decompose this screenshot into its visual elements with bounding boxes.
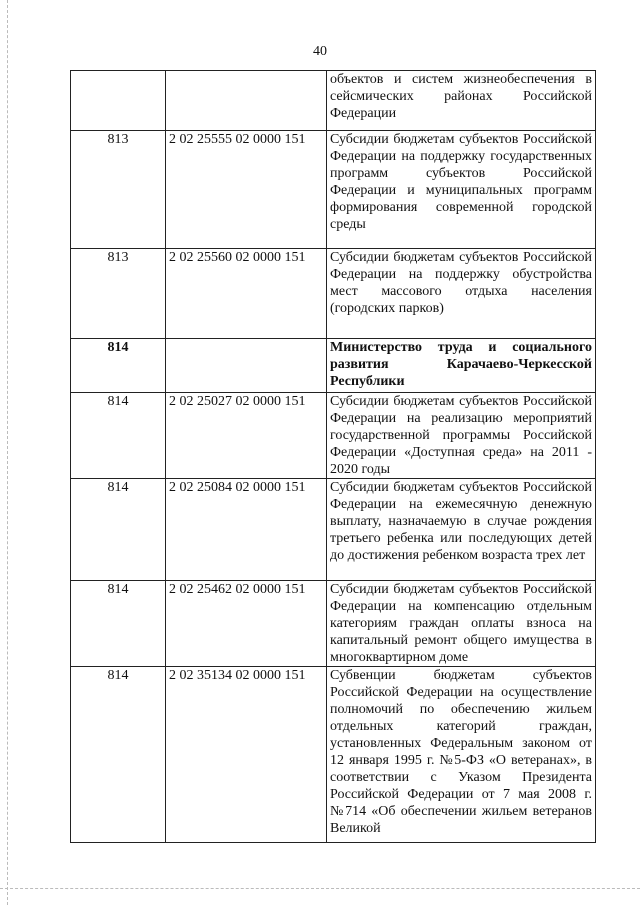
admin-code-cell: 814 — [71, 479, 166, 581]
description-cell: Субсидии бюджетам субъектов Российской Федерации на реализацию мероприятий государственной программы Российской Федерации «Доступная среда» на 2011 - 2020 годы — [327, 393, 596, 479]
revenue-code-cell — [166, 71, 327, 131]
description-cell: объектов и систем жизнеобеспечения в сейсмических районах Российской Федерации — [327, 71, 596, 131]
table-row — [71, 131, 596, 249]
budget-classification-table — [70, 70, 596, 843]
description-cell: Субсидии бюджетам субъектов Российской Федерации на поддержку обустройства мест массового отдыха населения (городских парков) — [327, 249, 596, 339]
description-cell: Субсидии бюджетам субъектов Российской Федерации на поддержку государственных программ субъектов Российской Федерации и муниципальных программ формирования современной городской среды — [327, 131, 596, 249]
admin-code-cell: 813 — [71, 249, 166, 339]
revenue-code-cell: 2 02 25560 02 0000 151 — [166, 249, 327, 339]
page-bottom-edge — [0, 888, 640, 889]
admin-code-cell: 813 — [71, 131, 166, 249]
revenue-code-cell: 2 02 35134 02 0000 151 — [166, 667, 327, 843]
admin-code-cell — [71, 71, 166, 131]
revenue-code-cell: 2 02 25084 02 0000 151 — [166, 479, 327, 581]
admin-code-cell: 814 — [71, 339, 166, 393]
page-number: 40 — [313, 44, 327, 59]
revenue-code-cell: 2 02 25555 02 0000 151 — [166, 131, 327, 249]
admin-code-cell: 814 — [71, 667, 166, 843]
description-cell: Субвенции бюджетам субъектов Российской Федерации на осуществление полномочий по обеспечению жильем отдельных категорий граждан, установленных Федеральным законом от 12 января 1995 г. №5-ФЗ «О ветеранах», в соответствии с Указом Президента Российской Федерации от 7 мая 2008 г. №714 «Об обеспечении жильем ветеранов Великой — [327, 667, 596, 843]
table-row — [71, 393, 596, 479]
revenue-code-cell: 2 02 25027 02 0000 151 — [166, 393, 327, 479]
description-cell: Субсидии бюджетам субъектов Российской Федерации на ежемесячную денежную выплату, назначаемую в случае рождения третьего ребенка или последующих детей до достижения ребенком возраста трех лет — [327, 479, 596, 581]
admin-code-cell: 814 — [71, 393, 166, 479]
table-row — [71, 667, 596, 843]
table-row — [71, 479, 596, 581]
description-cell: Субсидии бюджетам субъектов Российской Федерации на компенсацию отдельным категориям граждан оплаты взноса на капитальный ремонт общего имущества в многоквартирном доме — [327, 581, 596, 667]
table-row — [71, 249, 596, 339]
table-row — [71, 71, 596, 131]
table-row — [71, 581, 596, 667]
admin-code-cell: 814 — [71, 581, 166, 667]
revenue-code-cell: 2 02 25462 02 0000 151 — [166, 581, 327, 667]
ministry-name-cell: Министерство труда и социального развития Карачаево-Черкесской Республики — [327, 339, 596, 393]
table-row-ministry-header — [71, 339, 596, 393]
page-left-edge — [7, 0, 8, 905]
revenue-code-cell — [166, 339, 327, 393]
